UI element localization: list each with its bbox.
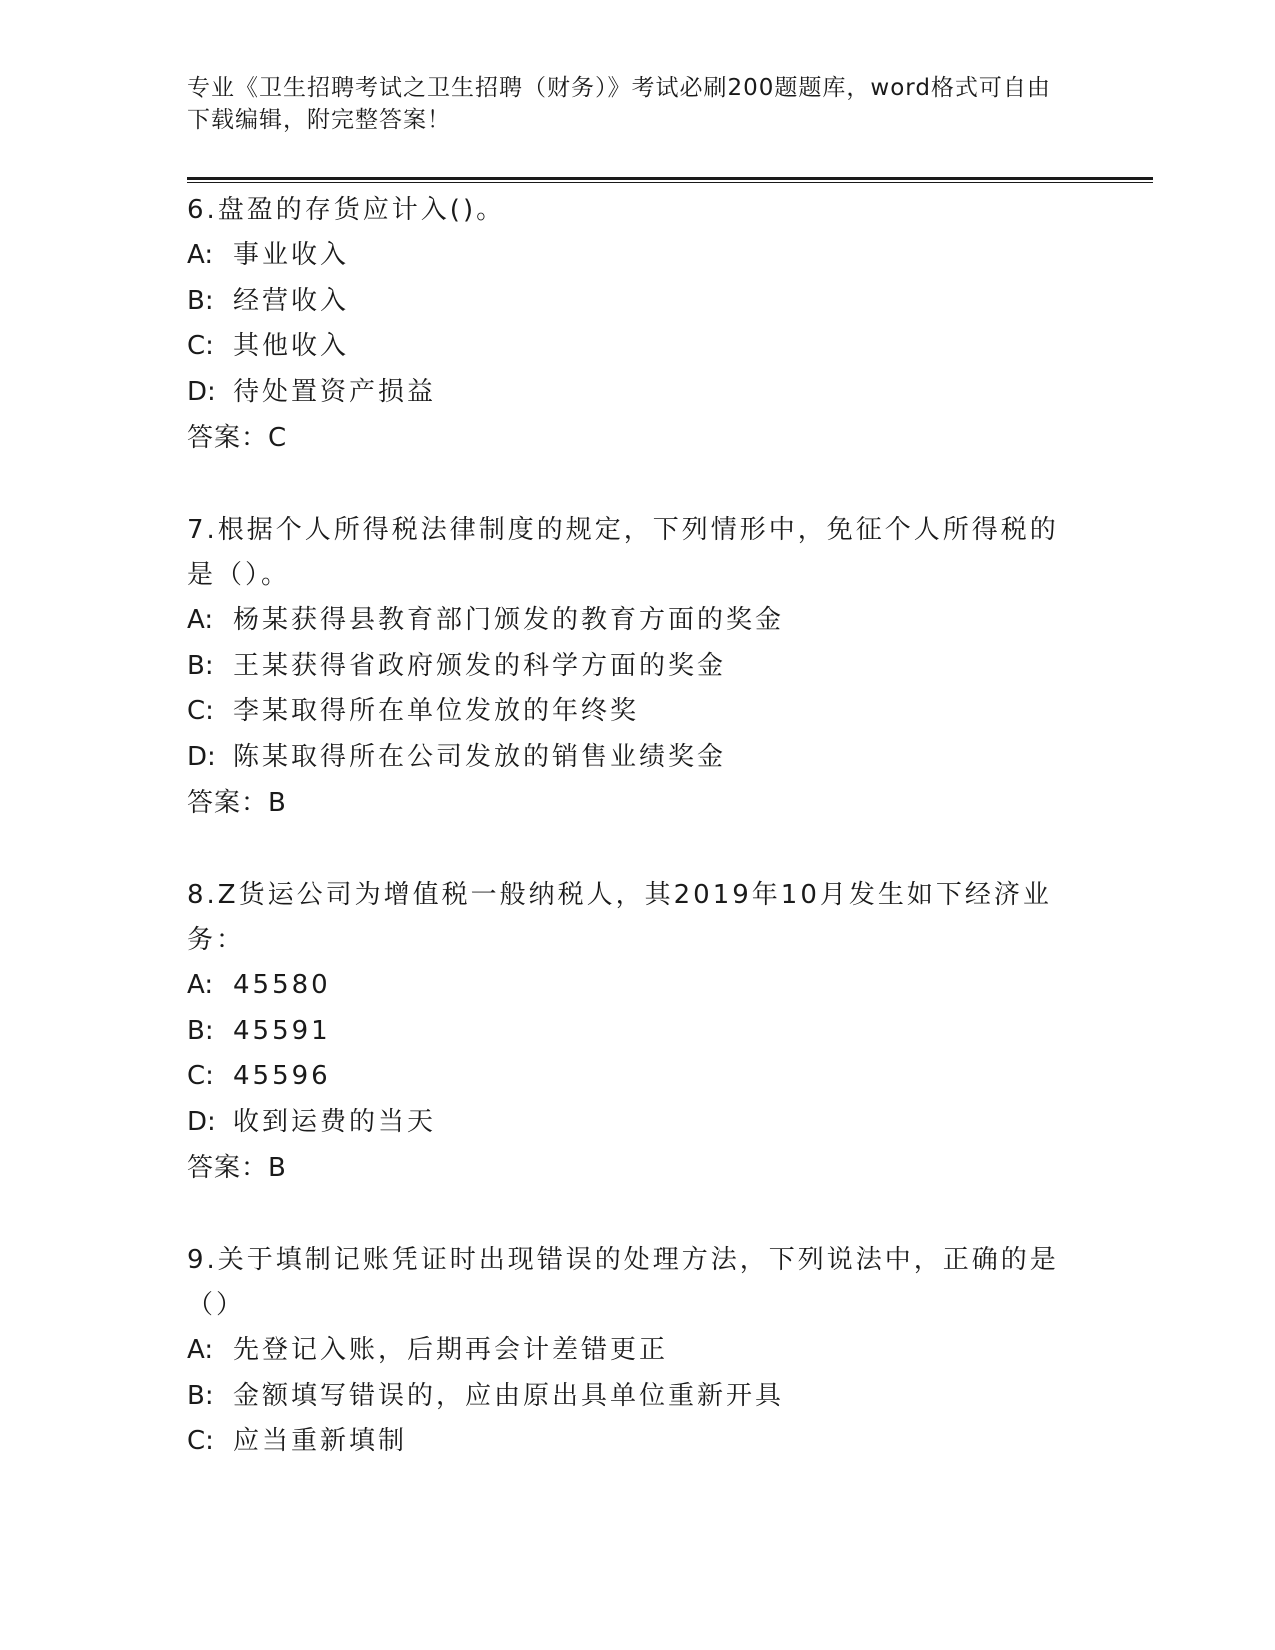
option-text: 陈某取得所在公司发放的销售业绩奖金 (233, 741, 727, 772)
option-d (187, 735, 1087, 781)
option-text: 45580 (233, 970, 331, 1000)
option-text: 待处置资产损益 (233, 376, 437, 407)
option-key: C: (187, 696, 214, 726)
option-text: 金额填写错误的，应由原出具单位重新开具 (233, 1380, 785, 1411)
answer-line: 答案：B (187, 788, 287, 818)
answer-line: 答案：B (187, 1153, 287, 1183)
option-text: 王某获得省政府颁发的科学方面的奖金 (233, 650, 727, 681)
question-stem: 8.Z货运公司为增值税一般纳税人，其2019年10月发生如下经济业务： (187, 880, 1052, 955)
question-8 (187, 873, 1087, 1191)
header-divider-thick (187, 177, 1153, 180)
option-key: B: (187, 285, 214, 316)
question-7 (187, 508, 1087, 826)
option-c (187, 324, 1087, 370)
option-key: A: (187, 240, 214, 270)
option-key: B: (187, 1380, 214, 1411)
answer-line: 答案：C (187, 423, 288, 453)
option-key: D: (187, 741, 216, 772)
option-key: A: (187, 1335, 214, 1365)
header-divider-thin (187, 182, 1153, 183)
option-text: 其他收入 (233, 331, 350, 361)
option-text: 李某取得所在单位发放的年终奖 (233, 696, 640, 726)
option-key: B: (187, 650, 214, 681)
option-text: 先登记入账，后期再会计差错更正 (233, 1335, 669, 1365)
document-header: 专业《卫生招聘考试之卫生招聘（财务）》考试必刷200题题库，word格式可自由下载编辑，附完整答案！ (187, 75, 1051, 133)
option-key: C: (187, 1061, 214, 1091)
option-b (187, 1009, 1087, 1055)
option-text: 45591 (233, 1015, 331, 1046)
option-text: 杨某获得县教育部门颁发的教育方面的奖金 (233, 605, 785, 635)
option-c (187, 1419, 1087, 1465)
question-6 (187, 188, 1087, 461)
option-c (187, 689, 1087, 735)
question-stem: 6.盘盈的存货应计入()。 (187, 195, 506, 225)
option-text: 应当重新填制 (233, 1426, 408, 1456)
option-a (187, 1328, 1087, 1374)
option-a (187, 598, 1087, 644)
question-9 (187, 1238, 1087, 1465)
option-b (187, 279, 1087, 325)
option-key: C: (187, 1426, 214, 1456)
option-b (187, 1374, 1087, 1420)
option-text: 收到运费的当天 (233, 1106, 437, 1137)
option-key: C: (187, 331, 214, 361)
option-d (187, 1100, 1087, 1146)
option-c (187, 1054, 1087, 1100)
option-key: B: (187, 1015, 214, 1046)
option-d (187, 370, 1087, 416)
option-text: 事业收入 (233, 240, 350, 270)
option-b (187, 644, 1087, 690)
option-text: 经营收入 (233, 285, 350, 316)
option-text: 45596 (233, 1061, 331, 1091)
option-key: D: (187, 376, 216, 407)
question-list (187, 188, 1087, 1465)
option-a (187, 963, 1087, 1009)
question-stem: 9.关于填制记账凭证时出现错误的处理方法，下列说法中，正确的是（） (187, 1245, 1059, 1320)
option-key: D: (187, 1106, 216, 1137)
option-key: A: (187, 970, 214, 1000)
option-a (187, 233, 1087, 279)
option-key: A: (187, 605, 214, 635)
question-stem: 7.根据个人所得税法律制度的规定，下列情形中，免征个人所得税的是（）。 (187, 515, 1059, 590)
